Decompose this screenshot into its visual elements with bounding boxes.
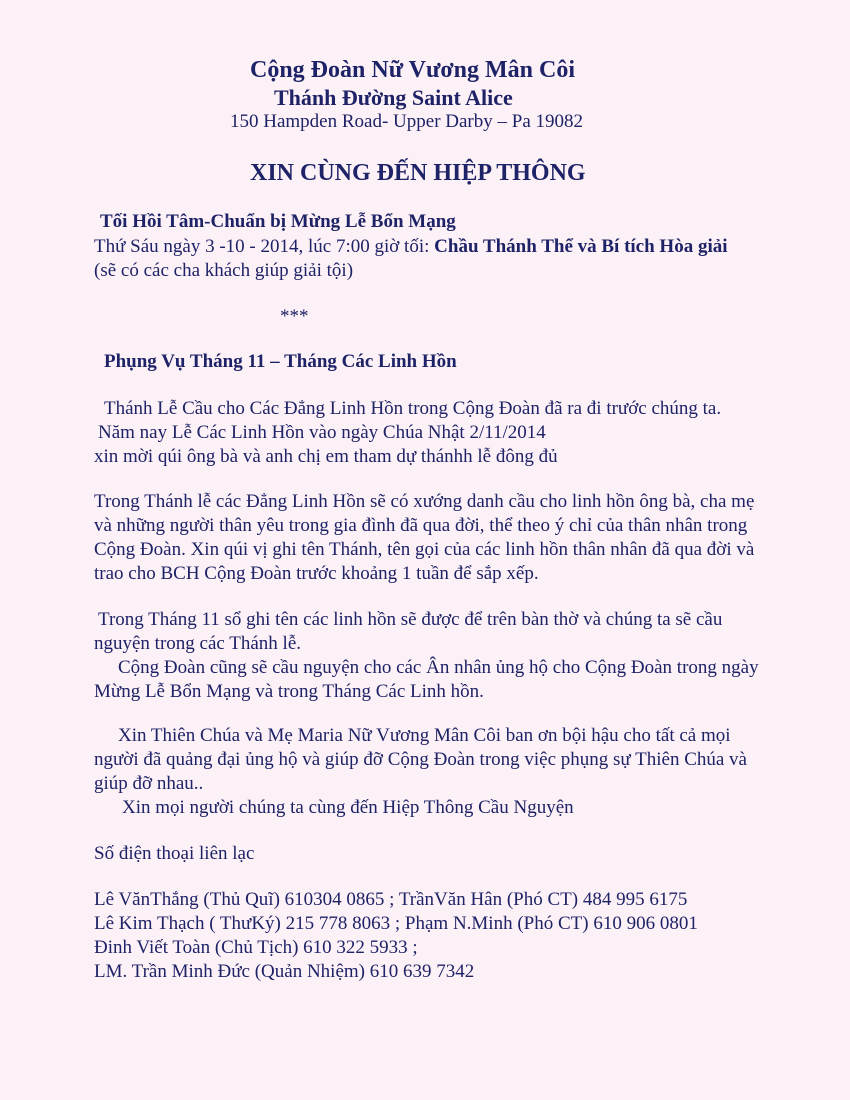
november-line: nguyện trong các Thánh lễ. <box>94 633 301 654</box>
separator-asterisks: *** <box>280 306 309 327</box>
church-address: 150 Hampden Road- Upper Darby – Pa 19082 <box>230 111 584 132</box>
contact-line: Lê VănThắng (Thủ Quĩ) 610304 0865 ; TrầnVăn Hân (Phó CT) 484 995 6175 <box>94 889 688 910</box>
retreat-title: Tối Hồi Tâm-Chuẩn bị Mừng Lễ Bổn Mạng <box>100 211 456 232</box>
november-line: Cộng Đoàn. Xin qúi vị ghi tên Thánh, tên gọi của các linh hồn thân nhân đã qua đời và <box>94 539 755 560</box>
retreat-schedule-text: Thứ Sáu ngày 3 -10 - 2014, lúc 7:00 giờ tối: <box>94 236 435 257</box>
contact-line: Đinh Viết Toàn (Chủ Tịch) 610 322 5933 ; <box>94 937 418 958</box>
church-name: Thánh Đường Saint Alice <box>274 85 513 110</box>
page-headline: XIN CÙNG ĐẾN HIỆP THÔNG <box>250 160 586 186</box>
november-line: Cộng Đoàn cũng sẽ cầu nguyện cho các Ân nhân ủng hộ cho Cộng Đoàn trong ngày <box>118 657 759 678</box>
retreat-schedule-highlight: Chầu Thánh Thể và Bí tích Hòa giải <box>434 236 728 257</box>
contact-line: LM. Trần Minh Đức (Quản Nhiệm) 610 639 7342 <box>94 961 475 982</box>
org-name: Cộng Đoàn Nữ Vương Mân Côi <box>250 57 576 83</box>
retreat-note: (sẽ có các cha khách giúp giải tội) <box>94 260 354 281</box>
november-line: giúp đỡ nhau.. <box>94 773 204 794</box>
november-title: Phụng Vụ Tháng 11 – Tháng Các Linh Hồn <box>104 351 457 372</box>
november-line: người đã quảng đại ủng hộ và giúp đỡ Cộng Đoàn trong việc phụng sự Thiên Chúa và <box>94 749 747 770</box>
november-line: Xin Thiên Chúa và Mẹ Maria Nữ Vương Mân Côi ban ơn bội hậu cho tất cả mọi <box>118 725 731 746</box>
november-line: Trong Thánh lễ các Đẳng Linh Hồn sẽ có xướng danh cầu cho linh hồn ông bà, cha mẹ <box>94 491 755 512</box>
contact-line: Lê Kim Thạch ( ThưKý) 215 778 8063 ; Phạm N.Minh (Phó CT) 610 906 0801 <box>94 913 698 934</box>
november-line: Xin mọi người chúng ta cùng đến Hiệp Thông Cầu Nguyện <box>122 797 574 818</box>
contacts-heading: Số điện thoại liên lạc <box>94 843 255 864</box>
november-line: trao cho BCH Cộng Đoàn trước khoảng 1 tuần để sắp xếp. <box>94 563 539 584</box>
november-line: xin mời qúi ông bà và anh chị em tham dự thánhh lễ đông đủ <box>94 446 558 467</box>
november-line: Trong Tháng 11 sổ ghi tên các linh hồn sẽ được để trên bàn thờ và chúng ta sẽ cầu <box>98 609 723 630</box>
november-line: và những người thân yêu trong gia đình đã qua đời, thể theo ý chỉ của thân nhân trong <box>94 515 748 536</box>
november-line: Thánh Lễ Cầu cho Các Đẳng Linh Hồn trong Cộng Đoàn đã ra đi trước chúng ta. <box>104 398 722 419</box>
retreat-schedule <box>94 235 728 259</box>
november-line: Năm nay Lễ Các Linh Hồn vào ngày Chúa Nhật 2/11/2014 <box>98 422 546 443</box>
november-line: Mừng Lễ Bổn Mạng và trong Tháng Các Linh hồn. <box>94 681 484 702</box>
